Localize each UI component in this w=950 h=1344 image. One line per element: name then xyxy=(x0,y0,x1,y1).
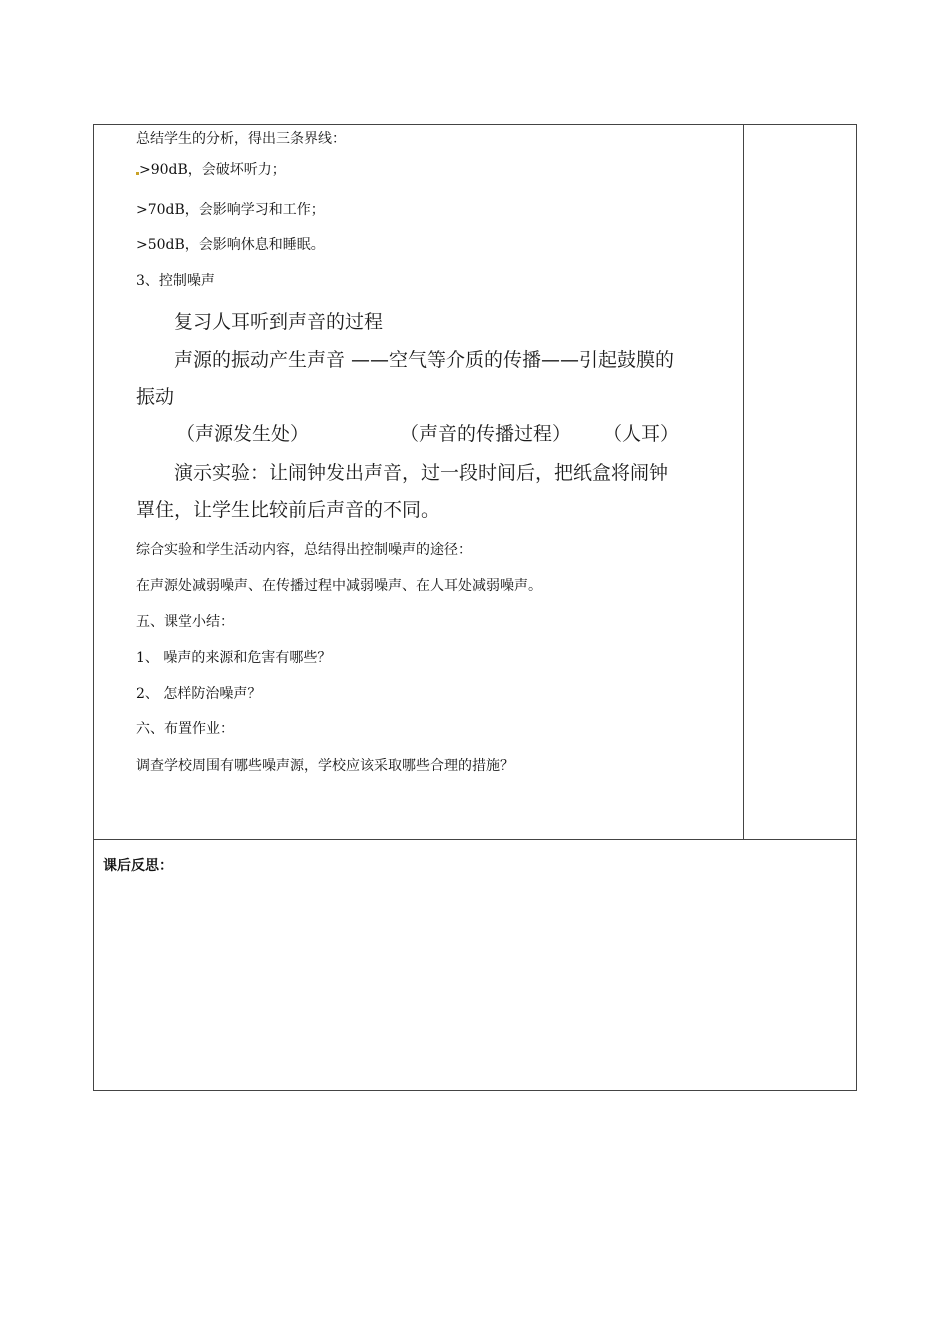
combine-line: 综合实验和学生活动内容，总结得出控制噪声的途径： xyxy=(136,542,472,558)
limit-50db: >50dB，会影响休息和睡眠。 xyxy=(136,237,325,253)
review-line: 复习人耳听到声音的过程 xyxy=(174,311,384,333)
homework-line: 调查学校周围有哪些噪声源，学校应该采取哪些合理的措施？ xyxy=(136,758,514,774)
section-5-heading: 五、课堂小结： xyxy=(136,614,234,630)
section-3-heading: 3、控制噪声 xyxy=(136,273,215,289)
stage-propagation: （声音的传播过程） xyxy=(400,423,572,445)
side-cell xyxy=(743,124,857,840)
question-1: 1、 噪声的来源和危害有哪些？ xyxy=(136,650,332,666)
demo-line-1: 演示实验：让闹钟发出声音，过一段时间后，把纸盒将闹钟 xyxy=(174,462,669,484)
section-6-heading: 六、布置作业： xyxy=(136,721,234,737)
reflection-label: 课后反思： xyxy=(103,858,173,874)
ways-line: 在声源处减弱噪声、在传播过程中减弱噪声、在人耳处减弱噪声。 xyxy=(136,578,542,594)
limit-70db: >70dB，会影响学习和工作； xyxy=(136,202,325,218)
question-2: 2、 怎样防治噪声？ xyxy=(136,686,262,702)
stage-ear: （人耳） xyxy=(603,423,680,445)
reflection-cell xyxy=(93,839,857,1091)
process-line-1: 声源的振动产生声音 ——空气等介质的传播——引起鼓膜的 xyxy=(174,349,675,371)
stage-source: （声源发生处） xyxy=(176,423,310,445)
demo-line-2: 罩住，让学生比较前后声音的不同。 xyxy=(136,499,441,521)
process-line-2: 振动 xyxy=(136,386,175,408)
limit-90db: >90dB，会破坏听力； xyxy=(139,162,286,178)
summary-intro: 总结学生的分析，得出三条界线： xyxy=(136,131,346,147)
